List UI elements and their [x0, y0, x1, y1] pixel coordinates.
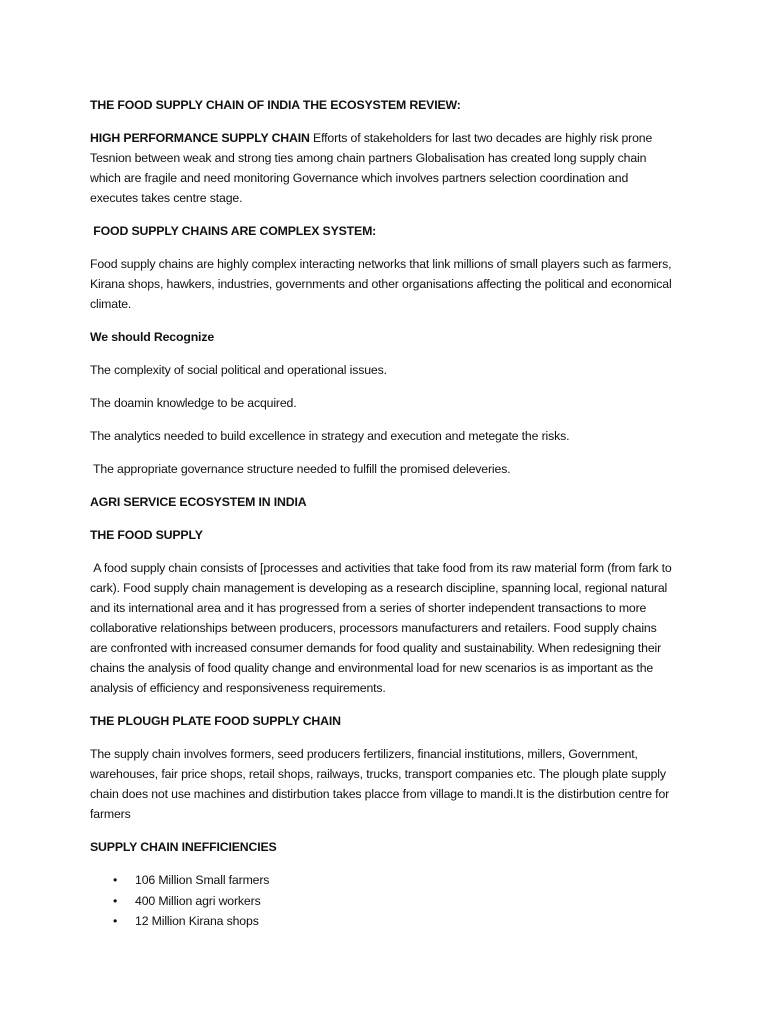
heading-we-should-recognize: We should Recognize	[90, 330, 215, 344]
recognize-item-2: The doamin knowledge to be acquired.	[90, 396, 297, 410]
list-item	[90, 911, 672, 932]
high-performance-label: HIGH PERFORMANCE SUPPLY CHAIN	[90, 131, 310, 145]
paragraph-plough-plate: The supply chain involves formers, seed producers fertilizers, financial institutions, millers, Government, warehouses, fair price shops, retail shops, railways, trucks, transport companies etc. The plough plate supply chain does not use machines and distirbution takes placce from village to mandi.It is the distirbution centre for farmers	[90, 747, 670, 821]
list-item	[90, 891, 672, 912]
heading-the-food-supply: THE FOOD SUPPLY	[90, 528, 203, 542]
list-item-text: 12 Million Kirana shops	[135, 914, 259, 928]
high-performance-text: Efforts of stakeholders for last two decades are highly risk prone Tesnion between weak and strong ties among chain partners Globalisation has created long supply chain which are fragile and need monitoring Governance which involves partners selection coordination and executes takes centre stage.	[90, 131, 653, 205]
heading-supply-chain-inefficiencies: SUPPLY CHAIN INEFFICIENCIES	[90, 840, 277, 854]
paragraph-complex-system: Food supply chains are highly complex interacting networks that link millions of small players such as farmers, Kirana shops, hawkers, industries, governments and other organisations affecting the political and economical climate.	[90, 257, 672, 311]
heading-plough-plate: THE PLOUGH PLATE FOOD SUPPLY CHAIN	[90, 714, 341, 728]
list-item-text: 106 Million Small farmers	[135, 873, 270, 887]
heading-complex-system: FOOD SUPPLY CHAINS ARE COMPLEX SYSTEM:	[90, 224, 377, 238]
recognize-item-3: The analytics needed to build excellence in strategy and execution and metegate the risks.	[90, 429, 570, 443]
bullet-icon: •	[113, 914, 118, 928]
inefficiencies-list	[90, 870, 672, 932]
bullet-icon: •	[113, 873, 118, 887]
recognize-item-4: The appropriate governance structure needed to fulfill the promised deleveries.	[90, 462, 511, 476]
paragraph-food-supply: A food supply chain consists of [processes and activities that take food from its raw material form (from fark to cark). Food supply chain management is developing as a research discipline, spanning local, regional natural and its international area and it has progressed from a series of shorter independent transactions to more collaborative relationships between producers, processors manufacturers and retailers. Food supply chains are confronted with increased consumer demands for food quality and sustainability. When redesigning their chains the analysis of food quality change and environmental load for new scenarios is as important as the analysis of efficiency and responsiveness requirements.	[90, 561, 675, 695]
list-item	[90, 870, 672, 891]
paragraph-high-performance	[90, 128, 672, 208]
bullet-icon: •	[113, 893, 118, 908]
heading-food-supply-chain-india: THE FOOD SUPPLY CHAIN OF INDIA THE ECOSYSTEM REVIEW:	[90, 98, 461, 112]
list-item-text: 400 Million agri workers	[135, 893, 261, 908]
recognize-item-1: The complexity of social political and operational issues.	[90, 363, 387, 377]
document-body	[90, 95, 675, 932]
heading-agri-service-ecosystem: AGRI SERVICE ECOSYSTEM IN INDIA	[90, 495, 307, 509]
